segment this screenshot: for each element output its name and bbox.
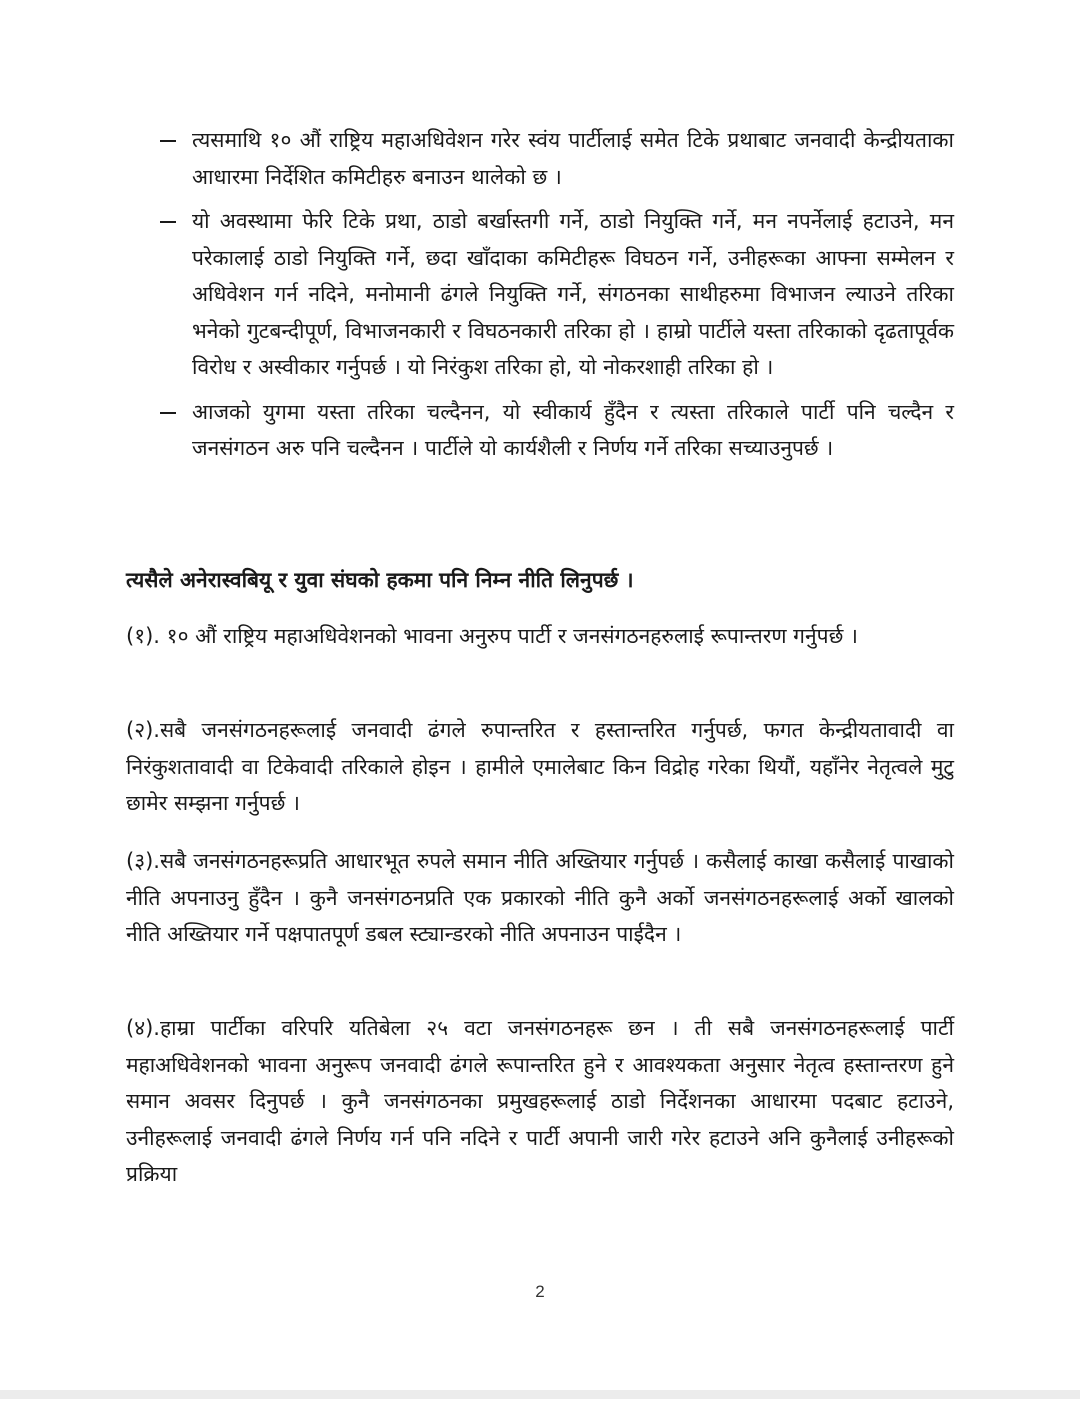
bullet-item — [158, 203, 954, 386]
policy-paragraph-2: (२).सबै जनसंगठनहरूलाई जनवादी ढंगले रुपान्तरित र हस्तान्तरित गर्नुपर्छ, फगत केन्द्रीयतावादी वा निरंकुशतावादी वा टिकेवादी तरिकाले होइन । हामीले एमालेबाट किन विद्रोह गरेका थियौं, यहाँनेर नेतृत्वले मुटु छामेर सम्झना गर्नुपर्छ । — [126, 718, 954, 815]
policy-paragraph-1: (१). १० औं राष्ट्रिय महाअधिवेशनको भावना अनुरुप पार्टी र जनसंगठनहरुलाई रूपान्तरण गर्नुपर्छ । — [126, 624, 858, 648]
section-heading: त्यसैले अनेरास्वबियू र युवा संघको हकमा पनि निम्न नीति लिनुपर्छ । — [126, 568, 634, 592]
bullet-item — [158, 394, 954, 467]
policy-paragraph-3: (३).सबै जनसंगठनहरूप्रति आधारभूत रुपले समान नीति अख्तियार गर्नुपर्छ । कसैलाई काखा कसैलाई पाखाको नीति अपनाउनु हुँदैन । कुनै जनसंगठनप्रति एक प्रकारको नीति कुनै अर्को जनसंगठनहरूलाई अर्को खालको नीति अख्तियार गर्ने पक्षपातपूर्ण डबल स्ट्यान्डरको नीति अपनाउन पाईदैन । — [126, 849, 954, 946]
page-separator — [0, 1390, 1080, 1399]
bullet-text: आजको युगमा यस्ता तरिका चल्दैनन, यो स्वीकार्य हुँदैन र त्यस्ता तरिकाले पार्टी पनि चल्दैन र जनसंगठन अरु पनि चल्दैनन । पार्टीले यो कार्यशैली र निर्णय गर्ने तरिका सच्याउनुपर्छ । — [192, 399, 954, 460]
bullet-text: त्यसमाथि १० औं राष्ट्रिय महाअधिवेशन गरेर स्वंय पार्टीलाई समेत टिके प्रथाबाट जनवादी केन्द्रीयताका आधारमा निर्देशित कमिटीहरु बनाउन थालेको छ । — [192, 128, 954, 189]
policy-paragraph-4: (४).हाम्रा पार्टीका वरिपरि यतिबेला २५ वटा जनसंगठनहरू छन । ती सबै जनसंगठनहरूलाई पार्टी महाअधिवेशनको भावना अनुरूप जनवादी ढंगले रूपान्तरित हुने र आवश्यकता अनुसार नेतृत्व हस्तान्तरण हुने समान अवसर दिनुपर्छ । कुनै जनसंगठनका प्रमुखहरूलाई ठाडो निर्देशनका आधारमा पदबाट हटाउने, उनीहरूलाई जनवादी ढंगले निर्णय गर्न पनि नदिने र पार्टी अपानी जारी गरेर हटाउने अनि कुनैलाई उनीहरूको प्रक्रिया — [126, 1016, 954, 1186]
page-number: 2 — [535, 1282, 545, 1301]
bullet-list — [158, 122, 954, 475]
bullet-item — [158, 122, 954, 195]
bullet-text: यो अवस्थामा फेरि टिके प्रथा, ठाडो बर्खास्तगी गर्ने, ठाडो नियुक्ति गर्ने, मन नपर्नेलाई हटाउने, मन परेकालाई ठाडो नियुक्ति गर्ने, छदा खाँदाका कमिटीहरू विघठन गर्ने, उनीहरूका आफ्ना सम्मेलन र अधिवेशन गर्न नदिने, मनोमानी ढंगले नियुक्ति गर्ने, संगठनका साथीहरुमा विभाजन ल्याउने तरिका भनेको गुटबन्दीपूर्ण, विभाजनकारी र विघठनकारी तरिका हो । हाम्रो पार्टीले यस्ता तरिकाको दृढतापूर्वक विरोध र अस्वीकार गर्नुपर्छ । यो निरंकुश तरिका हो, यो नोकरशाही तरिका हो । — [192, 209, 954, 379]
